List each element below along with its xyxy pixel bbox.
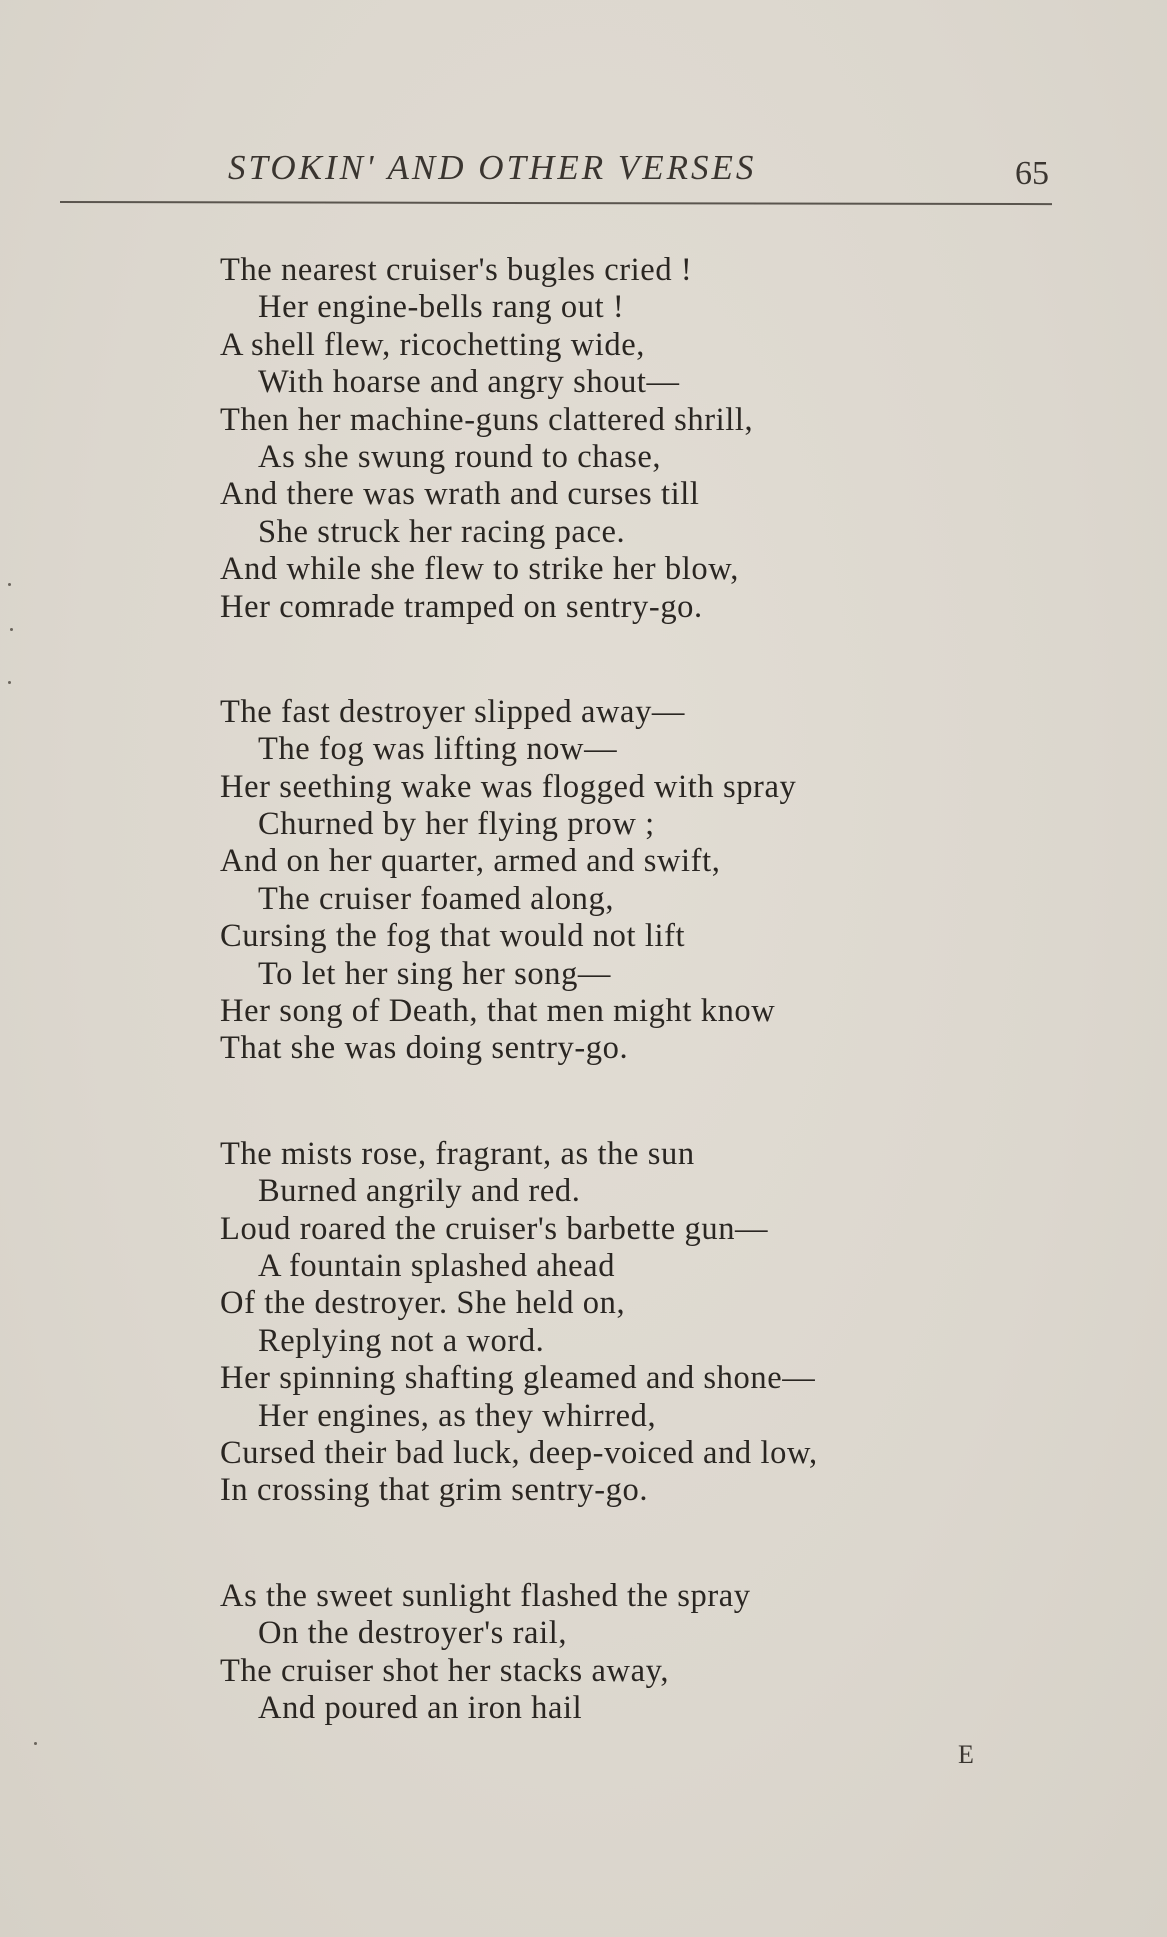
poem-body [220, 252, 1020, 1795]
running-title: STOKIN' AND OTHER VERSES [228, 148, 757, 187]
poem-line: Her engines, as they whirred, [258, 1397, 657, 1434]
poem-line: Her song of Death, that men might know [220, 993, 776, 1030]
poem-line: The cruiser shot her stacks away, [220, 1652, 670, 1689]
poem-line: And on her quarter, armed and swift, [220, 843, 721, 880]
poem-line: That she was doing sentry-go. [220, 1030, 629, 1067]
poem-line: Her engine-bells rang out ! [258, 289, 625, 326]
poem-line: In crossing that grim sentry-go. [220, 1472, 649, 1509]
poem-line: She struck her racing pace. [258, 513, 626, 550]
poem-line: Loud roared the cruiser's barbette gun— [220, 1210, 769, 1247]
poem-line: Her comrade tramped on sentry-go. [220, 588, 703, 625]
poem-line: Burned angrily and red. [258, 1173, 581, 1210]
poem-line: Her seething wake was flogged with spray [220, 768, 797, 805]
page-number: 65 [1015, 155, 1049, 192]
poem-line: Then her machine-guns clattered shrill, [220, 401, 754, 438]
poem-line: And poured an iron hail [258, 1689, 583, 1726]
poem-line: Cursing the fog that would not lift [220, 918, 686, 955]
stanza [220, 1136, 1020, 1510]
stanza [220, 694, 1020, 1068]
poem-line: With hoarse and angry shout— [258, 364, 680, 401]
margin-speck [8, 681, 11, 684]
poem-line: As she swung round to chase, [258, 438, 662, 475]
poem-line: Churned by her flying prow ; [258, 806, 655, 843]
header-rule [60, 201, 1052, 205]
poem-line: On the destroyer's rail, [258, 1615, 568, 1652]
margin-speck [34, 1742, 37, 1745]
poem-line: Replying not a word. [258, 1322, 545, 1359]
margin-speck [10, 628, 13, 631]
stanza [220, 1578, 1020, 1728]
poem-line: Cursed their bad luck, deep-voiced and low, [220, 1434, 818, 1471]
poem-line: And there was wrath and curses till [220, 476, 700, 513]
poem-line: The fog was lifting now— [258, 731, 618, 768]
poem-line: The mists rose, fragrant, as the sun [220, 1135, 695, 1172]
poem-line: To let her sing her song— [258, 955, 612, 992]
margin-speck [8, 583, 11, 586]
stanza [220, 252, 1020, 626]
poem-line: The cruiser foamed along, [258, 880, 615, 917]
poem-line: A shell flew, ricochetting wide, [220, 326, 646, 363]
signature-mark: E [958, 1740, 974, 1769]
poem-line: As the sweet sunlight flashed the spray [220, 1577, 751, 1614]
poem-line: And while she flew to strike her blow, [220, 551, 739, 588]
poem-line: A fountain splashed ahead [258, 1247, 616, 1284]
poem-line: The nearest cruiser's bugles cried ! [220, 252, 693, 288]
poem-line: The fast destroyer slipped away— [220, 693, 686, 730]
poem-line: Her spinning shafting gleamed and shone— [220, 1360, 816, 1397]
poem-line: Of the destroyer. She held on, [220, 1285, 626, 1322]
